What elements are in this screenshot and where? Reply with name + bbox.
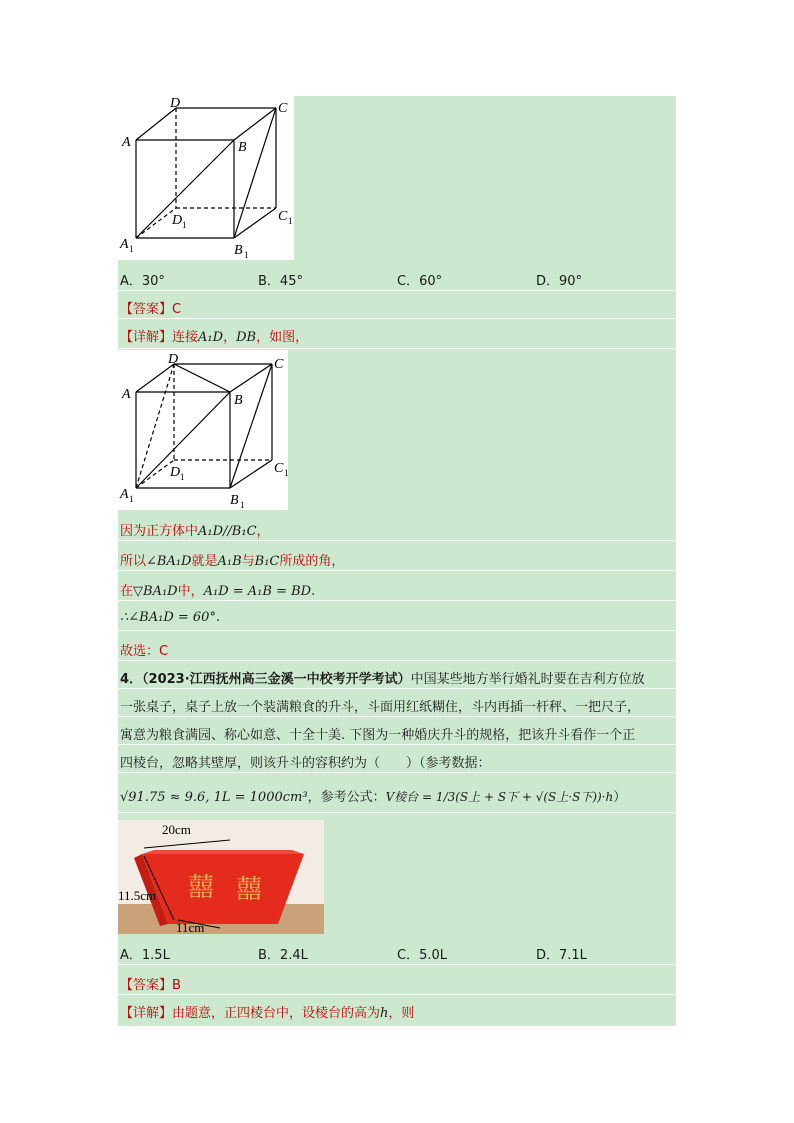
label-A: A [122,135,131,150]
rule [118,630,676,631]
option-d: D．90° [536,274,583,289]
rule [118,716,676,717]
label-D1: D [172,213,183,228]
q4-line-4: 四棱台，忽略其壁厚，则该升斗的容积约为（ ）（参考数据： [120,756,491,771]
label-side-edge: 11.5cm [118,888,157,903]
question-number: 4． [120,672,143,687]
svg-text:1: 1 [129,244,134,254]
question-source: （2023·江西抚州高三金溪一中校考开学考试） [142,672,411,687]
label-A1: A [120,237,129,252]
label-C1: C [278,209,288,224]
label-C: C [274,357,284,372]
solution-because: 因为正方体中A₁D//B₁C， [120,524,270,539]
detail-tag: 【详解】 [120,1006,173,1021]
option-d: D．7.1L [536,948,587,963]
svg-text:1: 1 [182,220,187,230]
svg-text:1: 1 [240,500,245,510]
detail-line: 【详解】连接A₁D，DB，如图， [120,330,309,345]
svg-text:1: 1 [288,216,293,226]
svg-text:1: 1 [284,468,289,478]
rule [118,964,676,965]
option-a: A．30° [120,274,165,289]
svg-text:1: 1 [180,472,185,482]
rule [118,318,676,319]
answer-value: C [172,302,182,317]
detail-line: 【详解】由题意，正四棱台中，设棱台的高为h，则 [120,1006,415,1021]
option-a: A．1.5L [120,948,170,963]
rule [118,994,676,995]
rule [118,660,676,661]
label-D: D [170,96,181,111]
q4-line-3: 寓意为粮食满园、称心如意、十全十美. 下图为一种婚庆升斗的规格，把该升斗看作一个正 [120,728,636,743]
option-c: C．60° [397,274,443,289]
answer-line [120,974,181,993]
label-A: A [122,387,131,402]
svg-text:1: 1 [244,250,249,260]
label-B: B [238,140,247,155]
label-C: C [278,101,288,116]
solution-therefore: ∴∠BA₁D = 60°. [120,610,221,625]
rule [118,570,676,571]
cube-figure-1 [118,96,294,260]
option-b: B．45° [258,274,303,289]
rule [118,744,676,745]
choose-line: 故选：C [120,644,169,659]
rule [118,688,676,689]
cube-figure-2 [118,350,288,510]
answer-tag: 【答案】 [120,978,173,993]
xi-character: 囍 [188,873,215,903]
label-bottom-edge: 11cm [176,920,205,935]
label-C1: C [274,461,284,476]
solution-in: 在▽BA₁D中，A₁D = A₁B = BD. [120,584,316,599]
option-b: B．2.4L [258,948,308,963]
label-B: B [234,393,243,408]
rule [118,290,676,291]
q4-line-1: 4．（2023·江西抚州高三金溪一中校考开学考试）中国某些地方举行婚礼时要在吉利方位放 [120,672,645,687]
detail-tag: 【详解】 [120,330,173,345]
option-c: C．5.0L [397,948,447,963]
svg-text:1: 1 [129,494,134,504]
q4-reference-line: √91.75 ≈ 9.6, 1L = 1000cm³，参考公式：V棱台 = 1/3(S上 + S下 + √(S上·S下))·h） [120,790,627,805]
rule [118,348,676,349]
answer-tag: 【答案】 [120,302,173,317]
label-top-edge: 20cm [162,822,191,837]
rule [118,540,676,541]
frustum-formula: V棱台 = 1/3(S上 + S下 + √(S上·S下))·h [385,790,614,804]
label-B1: B [230,493,239,508]
answer-line [120,298,181,317]
label-D1: D [170,465,181,480]
rule [118,812,676,813]
label-D: D [168,352,179,367]
label-B1: B [234,243,243,258]
reference-data: √91.75 ≈ 9.6, 1L = 1000cm³ [120,790,308,805]
rule [118,600,676,601]
q4-line-2: 一张桌子，桌子上放一个装满粮食的升斗，斗面用红纸糊住，斗内再插一杆秤、一把尺子， [120,700,641,715]
answer-value: B [172,978,181,993]
label-A1: A [120,487,129,502]
solution-so: 所以∠BA₁D就是A₁B与B₁C所成的角， [120,554,345,569]
rule [118,772,676,773]
dou-photo [118,820,324,934]
xi-character: 囍 [236,875,263,905]
